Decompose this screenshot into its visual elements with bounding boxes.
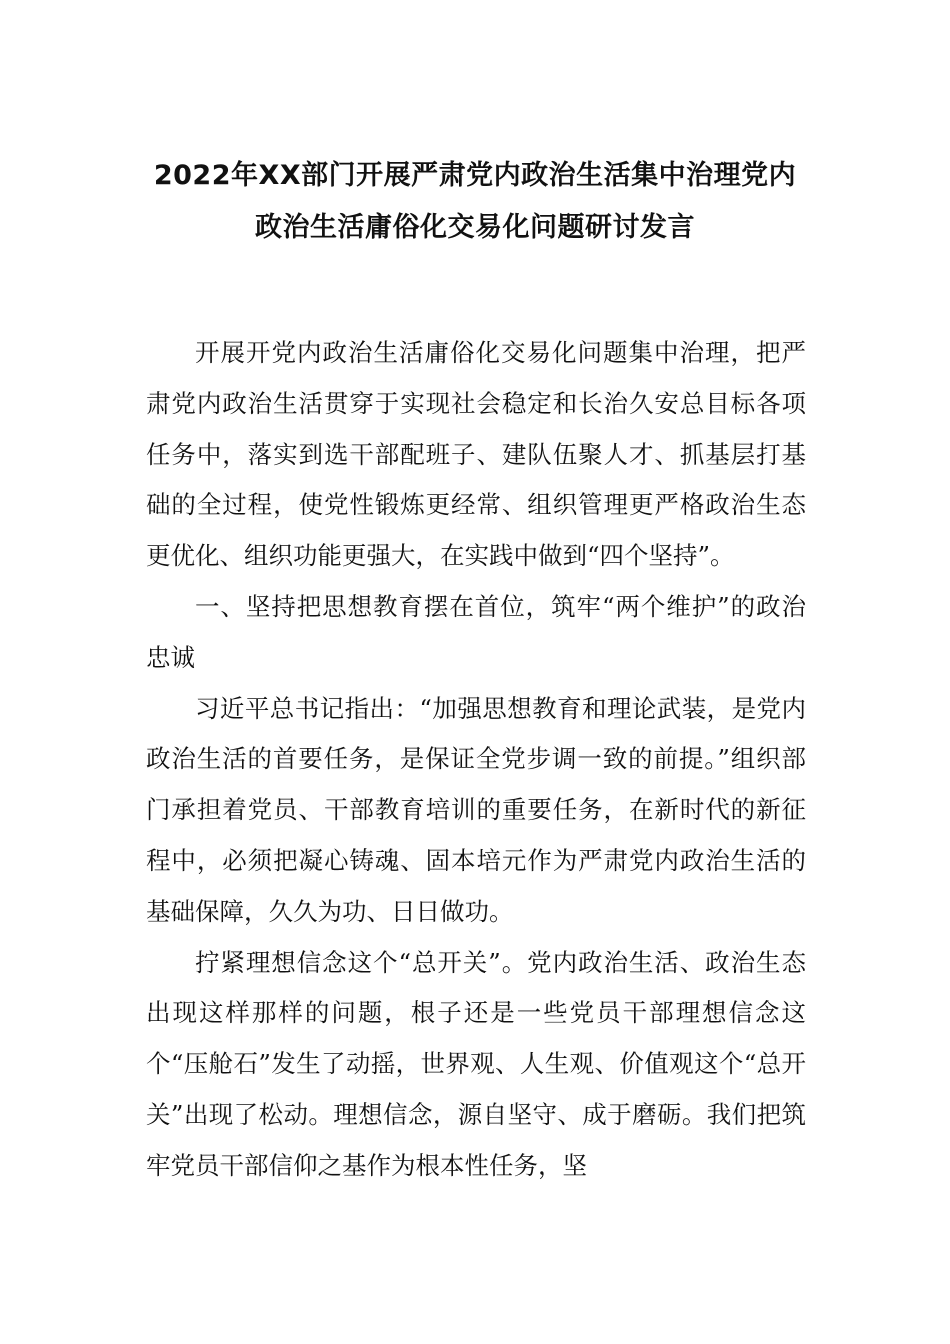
section-heading-1: 一、坚持把思想教育摆在首位，筑牢“两个维护”的政治忠诚: [146, 591, 806, 672]
title-line-1: 2022年XX部门开展严肃党内政治生活集中治理党内: [153, 160, 797, 191]
body-paragraph-ideals: 拧紧理想信念这个“总开关”。党内政治生活、政治生态出现这样那样的问题，根子还是一些党员干部理想信念这个“压舱石”发生了动摇，世界观、人生观、价值观这个“总开关”出现了松动。理想信念，源自坚守、成于磨砺。我们把筑牢党员干部信仰之基作为根本性任务，坚: [146, 947, 806, 1180]
body-paragraph-quote: 习近平总书记指出：“加强思想教育和理论武装，是党内政治生活的首要任务，是保证全党步调一致的前提。”组织部门承担着党员、干部教育培训的重要任务，在新时代的新征程中，必须把凝心铸魂、固本培元作为严肃党内政治生活的基础保障，久久为功、日日做功。: [146, 693, 806, 926]
document-title: [140, 150, 810, 254]
title-line-2: 政治生活庸俗化交易化问题研讨发言: [255, 212, 695, 243]
intro-paragraph: 开展开党内政治生活庸俗化交易化问题集中治理，把严肃党内政治生活贯穿于实现社会稳定和长治久安总目标各项任务中，落实到选干部配班子、建队伍聚人才、抓基层打基础的全过程，使党性锻炼更经常、组织管理更严格政治生态更优化、组织功能更强大，在实践中做到“四个坚持”。: [146, 338, 806, 571]
document-body: [146, 328, 806, 1192]
